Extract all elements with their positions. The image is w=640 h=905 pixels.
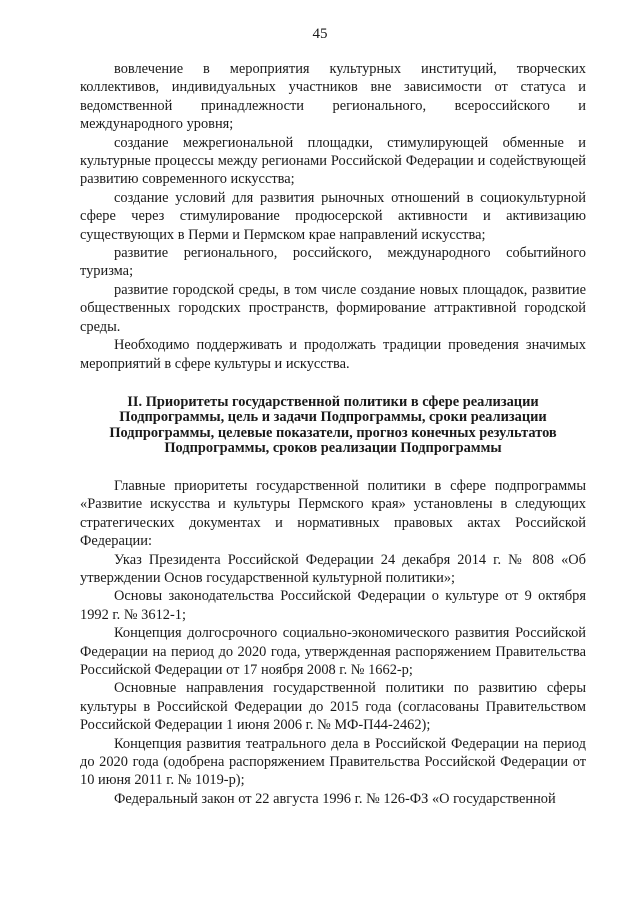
section-heading: II. Приоритеты государственной политики в сфере реализации Подпрограммы, цель и задачи Подпрограммы, сроки реализации Подпрограммы, целевые показатели, прогноз конечных результатов Подпрограммы, сроков реализации Подпрограммы bbox=[109, 393, 557, 457]
paragraph-development-concept: Концепция долгосрочного социально-экономического развития Российской Федерации на период до 2020 года, утвержденная распоряжением Правительства Российской Федерации от 17 ноября 2008 г. № 1662-р; bbox=[80, 625, 586, 678]
paragraph-urban-environment: развитие городской среды, в том числе создание новых площадок, развитие общественных городских пространств, формирование аттрактивной городской среды. bbox=[80, 281, 586, 335]
paragraph-market-relations: создание условий для развития рыночных отношений в социокультурной сфере через стимулирование продюсерской активности и активизацию существующих в Перми и Пермском крае направлений искусства; bbox=[80, 189, 586, 243]
paragraph-presidential-decree: Указ Президента Российской Федерации 24 декабря 2014 г. № 808 «Об утверждении Основ государственной культурной политики»; bbox=[80, 551, 586, 586]
paragraph-main-priorities: Главные приоритеты государственной политики в сфере подпрограммы «Развитие искусства и культуры Пермского края» установлены в следующих стратегических документах и нормативных правовых актах Российской Федерации: bbox=[80, 477, 586, 550]
page-content bbox=[80, 60, 586, 808]
paragraph-interregional-platform: создание межрегиональной площадки, стимулирующей обменные и культурные процессы между регионами Российской Федерации и содействующей развитию современного искусства; bbox=[80, 134, 586, 188]
paragraph-event-tourism: развитие регионального, российского, международного событийного туризма; bbox=[80, 245, 586, 280]
paragraph-policy-directions: Основные направления государственной политики по развитию сферы культуры в Российской Федерации до 2015 года (согласованы Правительством Российской Федерации 1 июня 2006 г. № МФ-П44-2462); bbox=[80, 680, 586, 734]
top-paragraph-list bbox=[80, 60, 586, 373]
bottom-paragraph-list bbox=[80, 477, 586, 808]
page-number: 45 bbox=[312, 26, 328, 42]
paragraph-culture-law-basics: Основы законодательства Российской Федерации о культуре от 9 октября 1992 г. № 3612-1; bbox=[80, 588, 586, 623]
paragraph-involvement: вовлечение в мероприятия культурных институций, творческих коллективов, индивидуальных участников вне зависимости от статуса и ведомственной принадлежности регионального, всероссийского и международного уровня; bbox=[80, 61, 586, 133]
paragraph-federal-law: Федеральный закон от 22 августа 1996 г. № 126-ФЗ «О государственной bbox=[114, 790, 556, 807]
paragraph-theatre-concept: Концепция развития театрального дела в Российской Федерации на период до 2020 года (одобрена распоряжением Правительства Российской Федерации от 10 июня 2011 г. № 1019-р); bbox=[80, 735, 586, 789]
paragraph-traditions: Необходимо поддерживать и продолжать традиции проведения значимых мероприятий в сфере культуры и искусства. bbox=[80, 337, 586, 372]
